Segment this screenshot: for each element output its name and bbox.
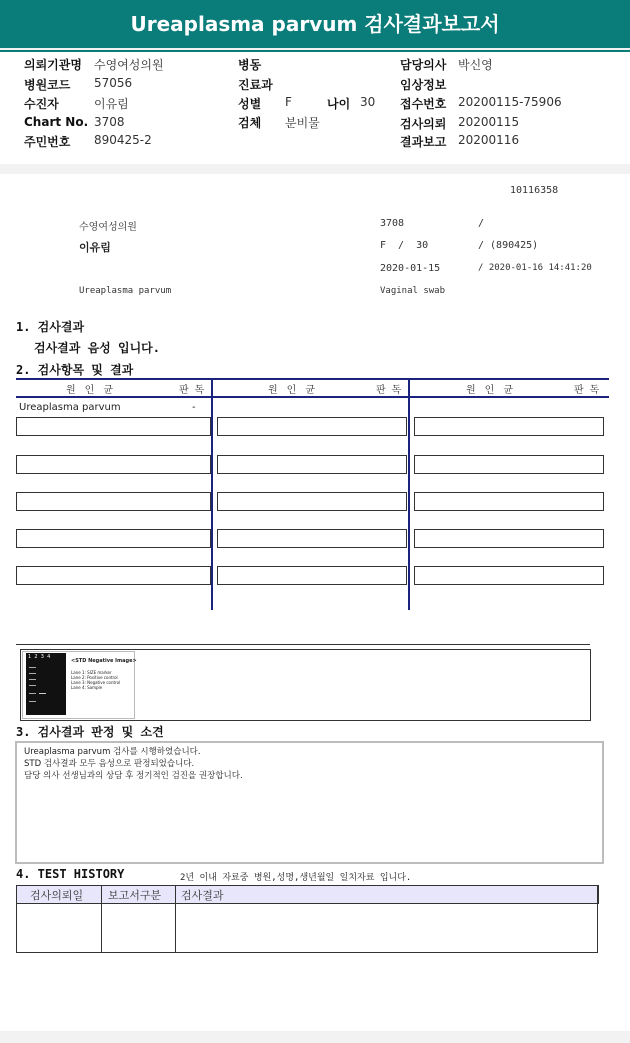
info-row-request [400,115,520,132]
doc-request-date: 2020-01-15 [380,263,441,274]
col-header-result-1: 판독 [179,385,211,396]
section-2-title: 2. 검사항목 및 결과 [16,363,134,377]
result-box [414,417,604,436]
result-box [217,455,407,474]
reference-number: 10116358 [510,185,559,196]
result-value: - [192,402,196,413]
results-divider-1 [211,378,213,610]
col-header-organism-2: 원인균 [268,385,324,396]
gel-band [29,701,36,702]
gel-legend-item: Lane 4: Sample [71,685,103,690]
col-header-result-2: 판독 [376,385,408,396]
gel-legend-item: Lane 2: Positive control [71,675,118,680]
doctor-label: 담당의사 [400,58,447,72]
age-label: 나이 [327,97,351,111]
doctor-value: 박신영 [458,58,493,72]
hospital-code-value: 57056 [94,76,133,90]
result-box [16,455,211,474]
gel-top-rule [16,644,590,645]
gel-lane-numbers: 1 2 3 4 [28,654,51,660]
gel-legend-item: Lane 1: SIZE marker [71,670,112,675]
result-organism: Ureaplasma parvum [19,402,121,413]
clinical-info-label: 임상정보 [400,78,447,92]
result-box [217,417,407,436]
chart-value: 3708 [94,115,125,129]
result-box [414,492,604,511]
result-box [414,529,604,548]
gel-legend-item: Lane 3: Negative control [71,680,121,685]
receipt-value: 20200115-75906 [458,95,562,109]
hospital-code-label: 병원코드 [24,78,71,92]
info-row-clinical [400,76,446,93]
separator-strip [0,164,630,174]
resident-no-label: 주민번호 [24,135,71,149]
doc-test-name: Ureaplasma parvum [79,286,172,296]
history-note: 2년 이내 자료중 병원,성명,생년월일 일치자료 입니다. [180,873,412,883]
history-header-row [16,885,599,904]
gel-band [39,693,46,694]
gel-band [29,693,36,694]
history-col-type: 보고서구분 [108,889,162,902]
doc-birth: / (890425) [478,240,539,251]
sex-value: F [285,95,292,109]
ward-label: 병동 [238,58,262,72]
doc-hospital: 수영여성의원 [79,222,137,233]
result-box [414,566,604,585]
result-box [16,566,211,585]
results-table-header-line [16,396,609,398]
opinion-line: Ureaplasma parvum 검사를 시행하였습니다. [24,747,201,757]
gel-image [26,653,66,715]
info-row-institution [24,56,164,73]
history-border-right [597,885,598,953]
result-box [16,529,211,548]
result-box [217,492,407,511]
doc-report-date: / 2020-01-16 14:41:20 [478,263,592,273]
info-row-hospital-code [24,76,133,93]
specimen-value: 분비물 [285,116,320,130]
page-title: Ureaplasma parvum 검사결과보고서 [130,12,500,36]
opinion-line: STD 검사결과 모두 음성으로 판정되었습니다. [24,759,195,769]
history-divider [175,885,176,953]
info-row-receipt [400,95,562,112]
doc-specimen: Vaginal swab [380,286,446,296]
result-box [16,492,211,511]
history-border-bottom [16,952,598,953]
gel-band [29,679,36,680]
doc-chart: 3708 [380,218,405,229]
report-label: 결과보고 [400,135,447,149]
col-header-organism-1: 원인균 [66,385,122,396]
gel-title: <STD Negative Image> [71,658,137,664]
result-box [16,417,211,436]
result-box [217,566,407,585]
opinion-text [24,746,243,782]
sex-label: 성별 [238,97,262,111]
opinion-line: 담당 의사 선생님과의 상담 후 정기적인 검진을 권장합니다. [24,771,243,781]
gel-band [29,673,36,674]
doc-slash: / [478,218,485,229]
age-value: 30 [360,95,376,109]
history-divider [101,885,102,953]
institution-label: 의뢰기관명 [24,58,82,72]
section-1-result: 검사결과 음성 입니다. [34,341,161,355]
patient-label: 수진자 [24,97,59,111]
result-box [414,455,604,474]
info-row-chart [24,115,125,129]
section-3-title: 3. 검사결과 판정 및 소견 [16,725,164,739]
dept-label: 진료과 [238,78,273,92]
history-col-result: 검사결과 [181,889,224,902]
specimen-label: 검체 [238,116,262,130]
info-row-resident-no [24,133,152,150]
request-value: 20200115 [458,115,520,129]
gel-legend [71,670,120,690]
gel-band [29,685,36,686]
info-row-report [400,133,520,150]
patient-value: 이유림 [94,97,129,111]
section-4-title: 4. TEST HISTORY [16,867,125,881]
result-box [217,529,407,548]
results-divider-2 [408,378,410,610]
receipt-label: 접수번호 [400,97,447,111]
report-value: 20200116 [458,133,520,147]
info-row-patient [24,95,129,112]
info-row-doctor [400,56,493,73]
results-table-top-line [16,378,609,380]
doc-sex-age: F / 30 [380,240,429,251]
request-label: 검사의뢰 [400,117,447,131]
chart-label: Chart No. [24,115,89,129]
history-col-date: 검사의뢰일 [30,889,84,902]
report-document [0,174,630,1031]
doc-patient: 이유림 [79,241,111,254]
patient-info [0,52,630,164]
gel-band [29,667,36,668]
section-1-title: 1. 검사결과 [16,320,85,334]
col-header-organism-3: 원인균 [466,385,522,396]
institution-value: 수영여성의원 [94,58,164,72]
history-border-left [16,885,17,953]
resident-no-value: 890425-2 [94,133,152,147]
col-header-result-3: 판독 [574,385,606,396]
